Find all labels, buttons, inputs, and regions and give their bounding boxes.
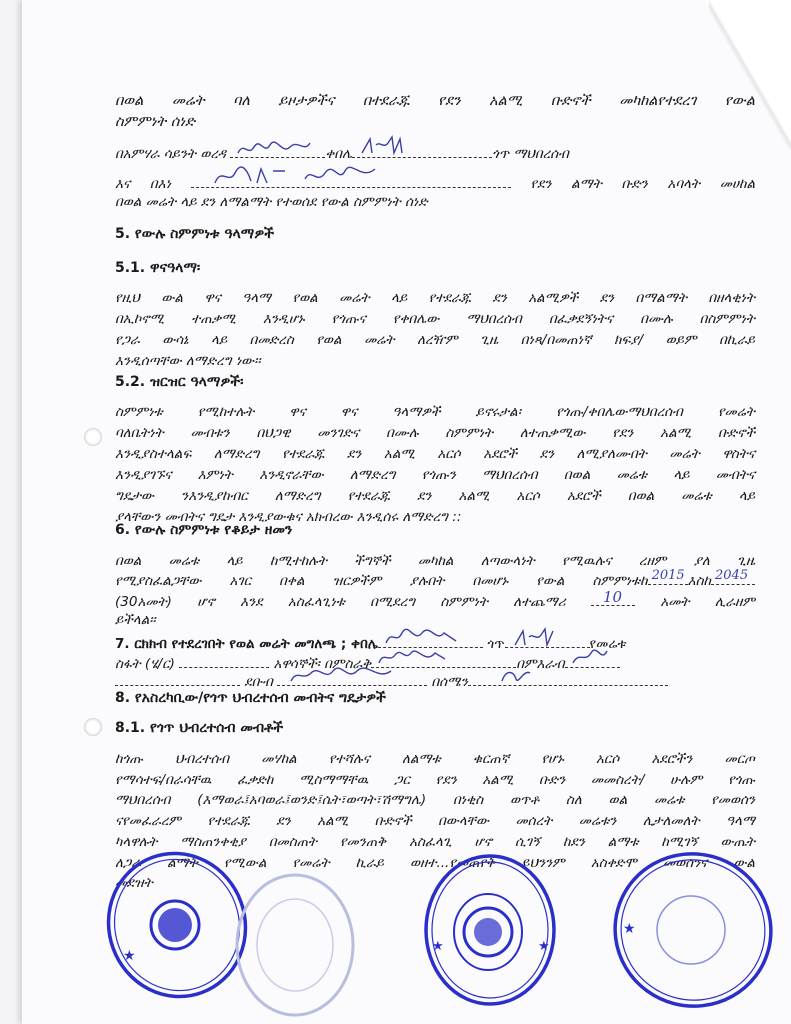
svg-text:★: ★ bbox=[123, 948, 136, 964]
section-8-heading: 8. የአስረካቢው/የጎጥ ህብረተሰብ መብትና ግዴታዎች bbox=[115, 690, 386, 706]
handwriting-signature bbox=[509, 627, 559, 649]
west-label: በምእራብ bbox=[516, 656, 565, 672]
got-label: ጎጥ bbox=[487, 636, 505, 652]
duration-text: የሚያስፈልጋቸው አገር በቀል ዝርዎችም ያሉበት በመሆኑ የውል ስምምነቱከ bbox=[115, 573, 648, 589]
punch-hole bbox=[84, 428, 102, 446]
in-label: በእነ bbox=[149, 176, 171, 192]
paragraph-line: ግዴታው ንእንዲያከብር ለማድረግ የተደራጁ ደን አልሚ አርሶ አደሮች በወል መሬቱ ላይ bbox=[115, 488, 755, 504]
paragraph-line: ናየመፈራረም የተደራጁ ደን አልሚ ቡድኖች በውላቸው መሰረት መሬቱን ሊታለመለት ዓላማ bbox=[115, 813, 755, 829]
kebele-label: ቀበሌ bbox=[325, 146, 353, 162]
paragraph-line: ከጎጡ ህብረተሰብ መሃከል የተሻሉና ለልማቱ ቁርጠኛ የሆኑ አርሶ አደሮችን መርጦ bbox=[115, 751, 755, 767]
svg-text:★: ★ bbox=[432, 939, 444, 954]
section-5-heading: 5. የውሉ ስምምነቱ ዓላማዎች bbox=[115, 226, 274, 242]
faded-stamp bbox=[230, 860, 360, 1020]
handwriting-signature bbox=[356, 135, 416, 159]
paragraph-line: ለጋራ ልማት የሚውል የመሬት ኪራይ ወዘተ...የመጠየቅ ይህንንም አስቀድሞ መወሰንና ውል bbox=[115, 855, 755, 871]
paragraph-line: መደዝት bbox=[115, 875, 153, 891]
paragraph-line: የማሳተፍ/በራሳቸዉ ፈቃድከ ሚስማማቸዉ ጋር የደን አልሚ ቡድን መመስረት/ ሁሉም የጎጡ bbox=[115, 772, 755, 788]
east-label: አዋሳኞች፡ በምስራቅ bbox=[273, 656, 372, 672]
duration-line bbox=[115, 568, 755, 591]
to-year-handwritten: 2045 bbox=[715, 568, 749, 583]
handwriting-signature bbox=[281, 665, 401, 687]
paragraph-line: ማህበረሰብ (እማወራ፤አባወራ፤ወንድ፤ሴት፣ወጣት፣ሽማግሌ) በነቂስ ወጥቶ ስለ ወል መሬቱ የመወሰን bbox=[115, 792, 755, 808]
north-label: በሰሜን bbox=[431, 674, 468, 690]
to-year-field bbox=[711, 568, 755, 585]
handwriting-signature bbox=[472, 665, 532, 687]
paragraph-line: ስምምነቱ የሚከተሉት ዋና ዋና ዓላማዎች ይኖሩታል፡ የጎጡ/ቀበሌውማህበረሰብ የመሬት bbox=[115, 404, 755, 420]
paragraph-line: ያላቸውን መብትና ግዴታ እንዲያውቁና አክብረው እንዲሰሩ ለማድረግ :: bbox=[115, 509, 462, 525]
group-name-field bbox=[191, 175, 511, 188]
group-line-2: በወል መሬት ላይ ደን ለማልማት የተወሰደ የውል ስምምነት ሰነድ bbox=[115, 194, 428, 210]
from-year-field bbox=[648, 568, 688, 585]
area-label: ስፋት (ሄ/ር) bbox=[115, 656, 175, 672]
official-stamp bbox=[605, 845, 785, 1020]
paragraph-line: ካላዋሉት ማስጠንቀቂያ በመስጠት የመንጠቅ አስፈላጊ ሆኖ ሲገኝ ከደን ልማቱ ከሚገኝ ውጤት bbox=[115, 834, 755, 850]
extension-text: (30አመት) ሆኖ እንደ አስፈላጊነቱ በሚደረግ ስምምነት ለተጨማሪ bbox=[115, 594, 566, 610]
svg-text:★: ★ bbox=[538, 939, 550, 954]
land-label: የመሬቱ bbox=[589, 636, 627, 652]
official-stamp bbox=[420, 850, 560, 1010]
section-6-heading: 6. የውሉ ስምምነቱ የቆይታ ዘመን bbox=[115, 522, 293, 538]
area-field bbox=[179, 655, 269, 668]
paragraph-line: ይችላል፡፡ bbox=[115, 612, 156, 628]
paragraph-line: ባለቤትነት መብቱን በህጋዊ መንገድና በሙሉ ስምምነት ለተጠቃሚው የደን አልሚ ቡድኖች bbox=[115, 425, 755, 441]
extension-suffix: አመት ሊራዘም bbox=[660, 594, 755, 610]
extra-years-handwritten: 10 bbox=[603, 588, 623, 606]
paragraph-line: የዚህ ውል ዋና ዓላማ የወል መሬት ላይ የተደራጁ ደን አልሚዎች ደን በማልማት በዘላቂነት bbox=[115, 290, 755, 306]
paragraph-line: እንዲያገኙና እምነት እንዲኖራቸው ለማድረግ የጎጡን ማህበረሰብ በወል መሬቱ ላይ መብትና bbox=[115, 467, 755, 483]
section-5-2-heading: 5.2. ዝርዝር ዓላማዎች፡ bbox=[115, 374, 244, 390]
woreda-field bbox=[230, 145, 325, 158]
area-line bbox=[115, 654, 755, 674]
paragraph-line: በወል መሬቱ ላይ ከሚተከሉት ችግኞች መካከል ለጣውላነት የሚዉሉና ረዘም ያለ ጊዜ bbox=[115, 553, 755, 569]
handwriting-signature bbox=[234, 139, 314, 159]
west-field bbox=[565, 655, 620, 668]
and-label: እና bbox=[115, 176, 131, 192]
south-label: ደቡብ bbox=[244, 674, 273, 690]
handwriting-signature bbox=[569, 647, 609, 669]
woreda-label: በአምሃራ ሳይንት ወረዳ bbox=[115, 146, 226, 162]
section-5-1-heading: 5.1. ዋናዓላማ፡ bbox=[115, 260, 201, 276]
extra-years-field bbox=[591, 588, 635, 606]
group-line bbox=[115, 174, 755, 194]
paragraph-line: እንዲሰጣቸው ለማድረግ ነው፡፡ bbox=[115, 353, 261, 369]
handwriting-signature bbox=[382, 627, 462, 649]
svg-text:★: ★ bbox=[623, 921, 636, 937]
area-continued-field bbox=[115, 673, 240, 686]
south-field bbox=[277, 673, 427, 686]
paragraph-line: በኢኮኖሚ ተጠቃሚ እንዲሆኑ የጎጡና የቀበሌው ማህበረሰብ በፈቃደኝነትና በሙሉ በስምምነት bbox=[115, 311, 755, 327]
group-suffix: የደን ልማት ቡድን አባላት መሀከል bbox=[530, 176, 756, 192]
handwriting-signature bbox=[195, 163, 395, 189]
kebele-field bbox=[352, 145, 492, 158]
from-year-handwritten: 2015 bbox=[651, 568, 685, 583]
punch-hole bbox=[84, 718, 102, 736]
section-7-heading: 7. ርክክብ የተደረገበት የወል መሬት መግለጫ ; ቀበሌ bbox=[115, 636, 378, 652]
woreda-line bbox=[115, 144, 755, 164]
extension-line bbox=[115, 588, 755, 612]
title-line: በወል መሬት ባለ ይዞታዎችና በተደራጁ የደን አልሚ ቡድኖች መካከልየተደረገ የውል bbox=[115, 93, 755, 109]
section-8-1-heading: 8.1. የጎጥ ህብረተሰብ መብቶች bbox=[115, 720, 284, 736]
until-label: እስከ bbox=[687, 573, 711, 589]
paragraph-line: እንዲያስተላልፍ ለማድረግ የተደራጁ ደን አልሚ አርሶ አደሮች ደን ለሚያለሙበት መሬት ዋስትና bbox=[115, 446, 755, 462]
north-field bbox=[468, 673, 668, 686]
got-label: ጎጥ ማህበረሰብ bbox=[492, 146, 569, 162]
title-line: ስምምነት ሰነድ bbox=[115, 114, 196, 130]
paragraph-line: የጋራ ውሳኔ ላይ በመድረስ የወል መሬት ለረዥም ጊዜ በነጻ/በመጠነኛ ክፍያ/ ወይም በኪራይ bbox=[115, 332, 755, 348]
